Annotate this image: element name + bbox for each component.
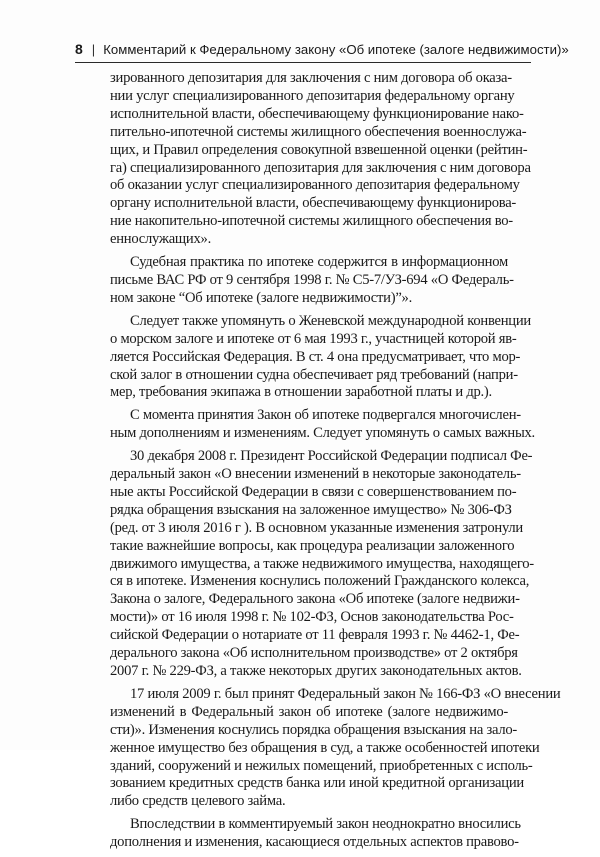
paragraph	[110, 407, 535, 443]
text-line: деральный закон «О внесении изменений в некоторые законодатель-	[110, 466, 521, 483]
paragraph	[110, 685, 561, 811]
text-line: органу исполнительной власти, обеспечивающему функционирова-	[110, 195, 517, 212]
text-line: дерального закона «Об исполнительном производстве» от 2 октября	[110, 645, 518, 662]
running-header	[75, 38, 569, 60]
header-rule	[75, 62, 531, 63]
paragraph	[110, 254, 514, 308]
text-line: ным дополнениям и изменениям. Следует упомянуть о самых важных.	[110, 425, 535, 442]
text-line: дополнения и изменения, касающиеся отдельных аспектов правово-	[110, 834, 519, 851]
text-line: Закона о залоге, Федерального закона «Об ипотеке (залоге недвижи-	[110, 591, 520, 608]
text-line: мер, требования экипажа в отношении заработной платы и др.).	[110, 384, 492, 401]
paragraph	[110, 312, 531, 403]
text-line: еннослужащих».	[110, 231, 211, 248]
text-line: ние накопительно-ипотечной системы жилищного обеспечения во-	[110, 213, 513, 230]
text-line: Впоследствии в комментируемый закон неоднократно вносились	[130, 816, 521, 833]
text-line: либо средств целевого займа.	[110, 793, 286, 810]
text-line: га) специализированного депозитария для заключения с ним договора	[110, 159, 531, 176]
text-line: о морском залоге и ипотеке от 6 мая 1993 г., участницей которой яв-	[110, 330, 517, 347]
text-line: ской залог в отношении судна обеспечивает ряд требований (напри-	[110, 366, 518, 383]
text-line: 30 декабря 2008 г. Президент Российской Федерации подписал Фе-	[130, 448, 533, 465]
text-line: (ред. от 3 июля 2016 г ). В основном указанные изменения затронули	[110, 519, 523, 536]
text-line: нии услуг специализированного депозитария федеральному органу	[110, 87, 515, 104]
text-line: ные акты Российской Федерации в связи с совершенствованием по-	[110, 483, 517, 500]
text-line: ся в ипотеке. Изменения коснулись положений Гражданского колекса,	[110, 573, 530, 590]
text-line: движимого имущества, а также недвижимого имущества, находящего-	[110, 555, 534, 572]
text-line: изменений в Федеральный закон об ипотеке (залоге недвижимо-	[110, 703, 508, 720]
text-line: Следует также упомянуть о Женевской международной конвенции	[130, 312, 531, 329]
text-line: щих, и Правил определения совокупной взвешенной оценки (рейтин-	[110, 141, 528, 158]
text-line: рядка обращения взыскания на заложенное имущество» № 306-ФЗ	[110, 501, 512, 518]
paragraph	[110, 70, 531, 249]
text-line: зданий, сооружений и нежилых помещений, приобретенных с исполь-	[110, 757, 533, 774]
text-line: 2007 г. № 229-ФЗ, а также некоторых других законодательных актов.	[110, 663, 522, 679]
text-line: мости)» от 16 июля 1998 г. № 102-ФЗ, Основ законодательства Рос-	[110, 609, 514, 626]
text-line: такие важнейшие вопросы, как процедура реализации заложенного	[110, 537, 515, 554]
text-line: женное имущество без обращения в суд, а также особенностей ипотеки	[110, 739, 540, 756]
text-line: об оказании услуг специализированного депозитария федеральному	[110, 177, 520, 194]
text-line: С момента принятия Закон об ипотеке подвергался многочислен-	[130, 407, 521, 424]
text-line: сти)». Изменения коснулись порядка обращения взыскания на зало-	[110, 721, 518, 738]
text-line: зированного депозитария для заключения с ним договора об оказа-	[110, 70, 512, 86]
running-title: Комментарий к Федеральному закону «Об ипотеке (залоге недвижимости)»	[103, 41, 569, 57]
text-line: Судебная практика по ипотеке содержится в информационном	[130, 254, 508, 271]
paragraph	[110, 448, 534, 681]
text-line: пительно-ипотечной системы жилищного обеспечения военнослужа-	[110, 123, 527, 140]
text-line: 17 июля 2009 г. был принят Федеральный закон № 166-ФЗ «О внесении	[130, 685, 561, 702]
text-line: ном законе “Об ипотеке (залоге недвижимости)”».	[110, 289, 412, 306]
text-line: письме ВАС РФ от 9 сентября 1998 г. № С5-7/УЗ-694 «О Федераль-	[110, 271, 514, 288]
header-separator: |	[91, 41, 96, 57]
page-number: 8	[75, 41, 83, 57]
text-line: зованием кредитных средств банка или иной кредитной организации	[110, 775, 524, 792]
text-line: исполнительной власти, обеспечивающему функционирование нако-	[110, 105, 524, 122]
text-line: ляется Российская Федерация. В ст. 4 она предусматривает, что мор-	[110, 348, 521, 365]
body-text	[110, 70, 561, 857]
text-line: сийской Федерации о нотариате от 11 февраля 1993 г. № 4462-1, Фе-	[110, 627, 520, 644]
paragraph	[110, 816, 521, 852]
